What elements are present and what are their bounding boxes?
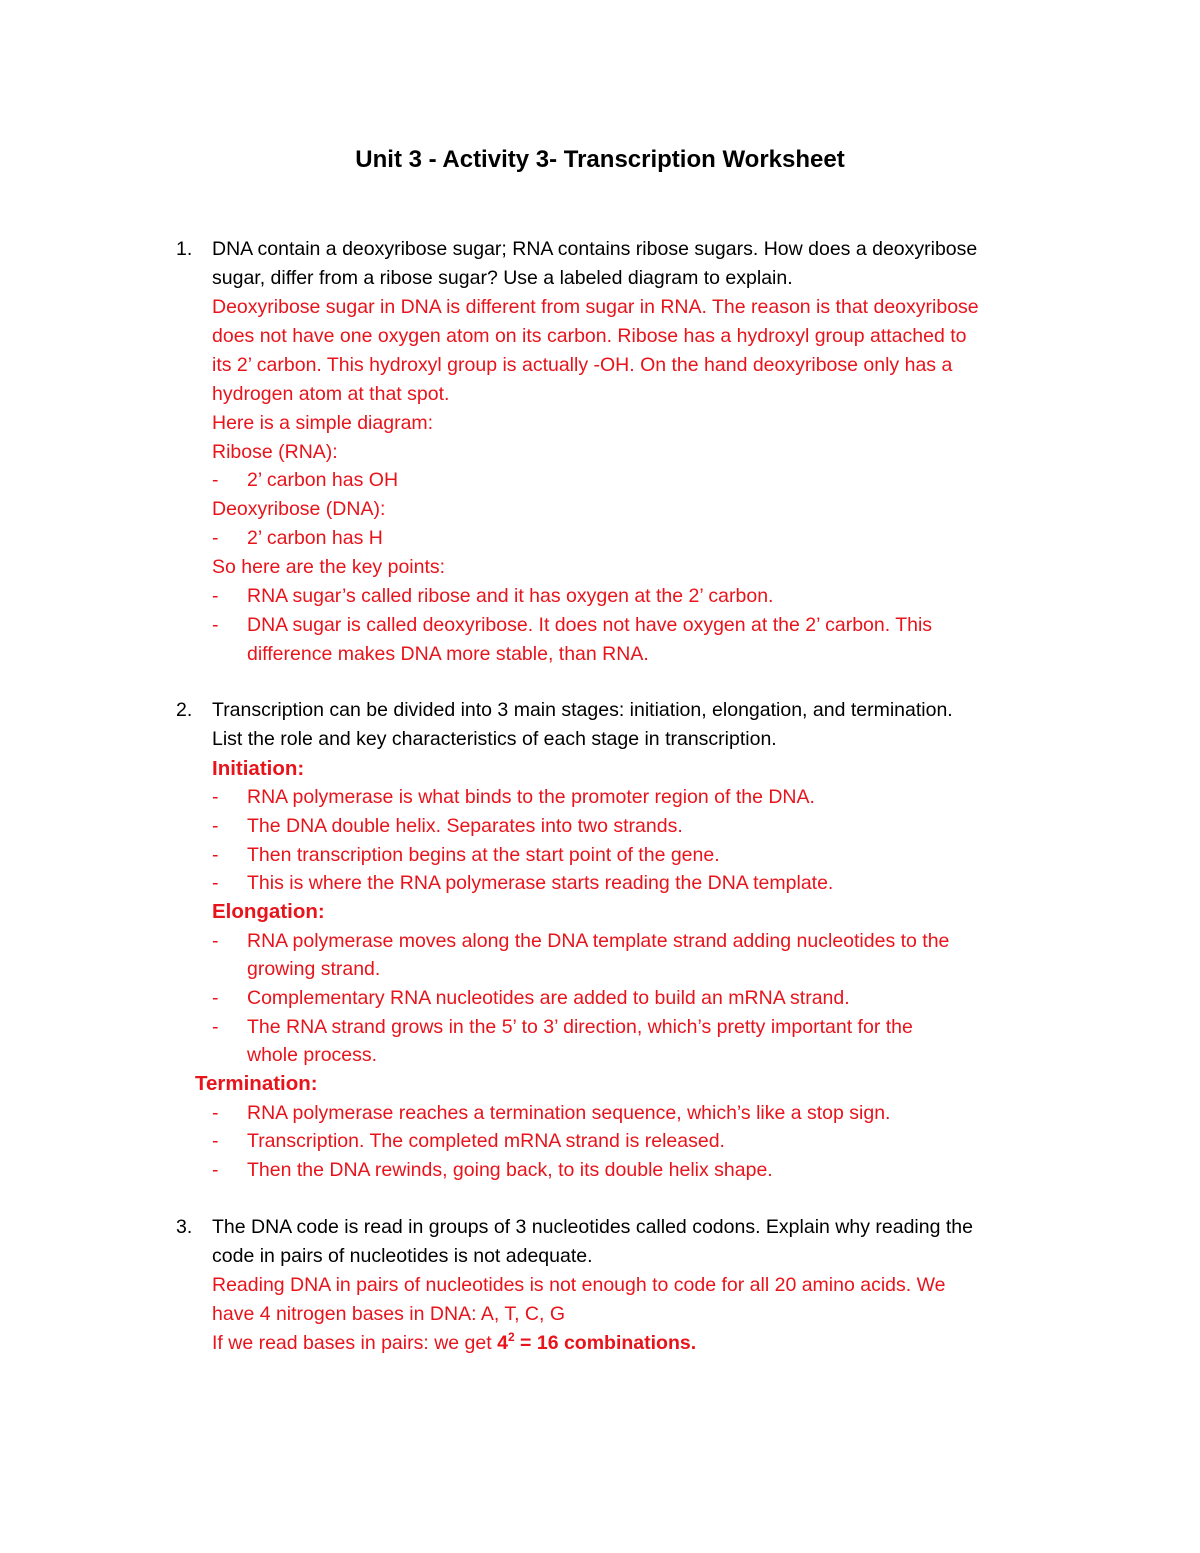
answer-text: Reading DNA in pairs of nucleotides is not enough to code for all 20 amino acids. We [212, 1274, 946, 1296]
question-number: 2. [176, 699, 193, 721]
question-text: code in pairs of nucleotides is not adequate. [212, 1245, 593, 1267]
bullet-dash: - [212, 585, 219, 607]
question-text: The DNA code is read in groups of 3 nucleotides called codons. Explain why reading the [212, 1216, 973, 1238]
bullet-text: growing strand. [247, 958, 381, 980]
bullet-text: difference makes DNA more stable, than RNA. [247, 643, 649, 665]
bullet-text: RNA polymerase is what binds to the promoter region of the DNA. [247, 786, 815, 808]
bullet-dash: - [212, 786, 219, 808]
bullet-dash: - [212, 872, 219, 894]
bullet-text: Then the DNA rewinds, going back, to its double helix shape. [247, 1159, 773, 1181]
answer-text: Ribose (RNA): [212, 441, 338, 463]
bullet-text: Complementary RNA nucleotides are added to build an mRNA strand. [247, 987, 850, 1009]
power-base: 4 [497, 1332, 508, 1354]
answer-text: does not have one oxygen atom on its carbon. Ribose has a hydroxyl group attached to [212, 325, 967, 347]
bullet-text: The RNA strand grows in the 5’ to 3’ direction, which’s pretty important for the [247, 1016, 913, 1038]
answer-text: Deoxyribose sugar in DNA is different from sugar in RNA. The reason is that deoxyribose [212, 296, 979, 318]
bullet-dash: - [212, 1102, 219, 1124]
bullet-dash: - [212, 469, 219, 491]
bullet-dash: - [212, 930, 219, 952]
bullet-text: 2’ carbon has OH [247, 469, 399, 491]
answer-text: hydrogen atom at that spot. [212, 383, 450, 405]
bullet-text: RNA sugar’s called ribose and it has oxygen at the 2’ carbon. [247, 585, 774, 607]
answer-text: its 2’ carbon. This hydroxyl group is actually -OH. On the hand deoxyribose only has a [212, 354, 953, 376]
bullet-text: Transcription. The completed mRNA strand is released. [247, 1130, 725, 1152]
bullet-dash: - [212, 1130, 219, 1152]
page-title: Unit 3 - Activity 3- Transcription Worksheet [355, 146, 845, 173]
answer-text: So here are the key points: [212, 556, 446, 578]
question-text: List the role and key characteristics of each stage in transcription. [212, 728, 777, 750]
bullet-text: RNA polymerase reaches a termination sequence, which’s like a stop sign. [247, 1102, 891, 1124]
bullet-text: DNA sugar is called deoxyribose. It does not have oxygen at the 2’ carbon. This [247, 614, 933, 636]
question-number: 3. [176, 1216, 193, 1238]
answer-text: Deoxyribose (DNA): [212, 498, 386, 520]
bullet-text: The DNA double helix. Separates into two strands. [247, 815, 683, 837]
bullet-text: 2’ carbon has H [247, 527, 383, 549]
stage-heading-initiation: Initiation: [212, 757, 305, 780]
bullet-dash: - [212, 844, 219, 866]
bullet-text: whole process. [247, 1044, 378, 1066]
bullet-dash: - [212, 815, 219, 837]
answer-text: have 4 nitrogen bases in DNA: A, T, C, G [212, 1303, 565, 1325]
question-text: DNA contain a deoxyribose sugar; RNA contains ribose sugars. How does a deoxyribose [212, 238, 978, 260]
bullet-dash: - [212, 527, 219, 549]
combinations-result: = 16 combinations. [514, 1332, 697, 1354]
answer-final-line [212, 1329, 696, 1358]
question-text: sugar, differ from a ribose sugar? Use a labeled diagram to explain. [212, 267, 793, 289]
bullet-dash: - [212, 1159, 219, 1181]
bullet-text: This is where the RNA polymerase starts reading the DNA template. [247, 872, 834, 894]
question-text: Transcription can be divided into 3 main stages: initiation, elongation, and termination. [212, 699, 953, 721]
bullet-text: Then transcription begins at the start point of the gene. [247, 844, 720, 866]
answer-text: Here is a simple diagram: [212, 412, 434, 434]
question-number: 1. [176, 238, 193, 260]
power-exponent: 2 [507, 1330, 515, 1344]
bullet-dash: - [212, 1016, 219, 1038]
stage-heading-elongation: Elongation: [212, 900, 325, 923]
stage-heading-termination: Termination: [195, 1072, 318, 1095]
bullet-text: RNA polymerase moves along the DNA template strand adding nucleotides to the [247, 930, 950, 952]
bullet-dash: - [212, 614, 219, 636]
answer-text: If we read bases in pairs: we get [212, 1332, 498, 1354]
bullet-dash: - [212, 987, 219, 1009]
